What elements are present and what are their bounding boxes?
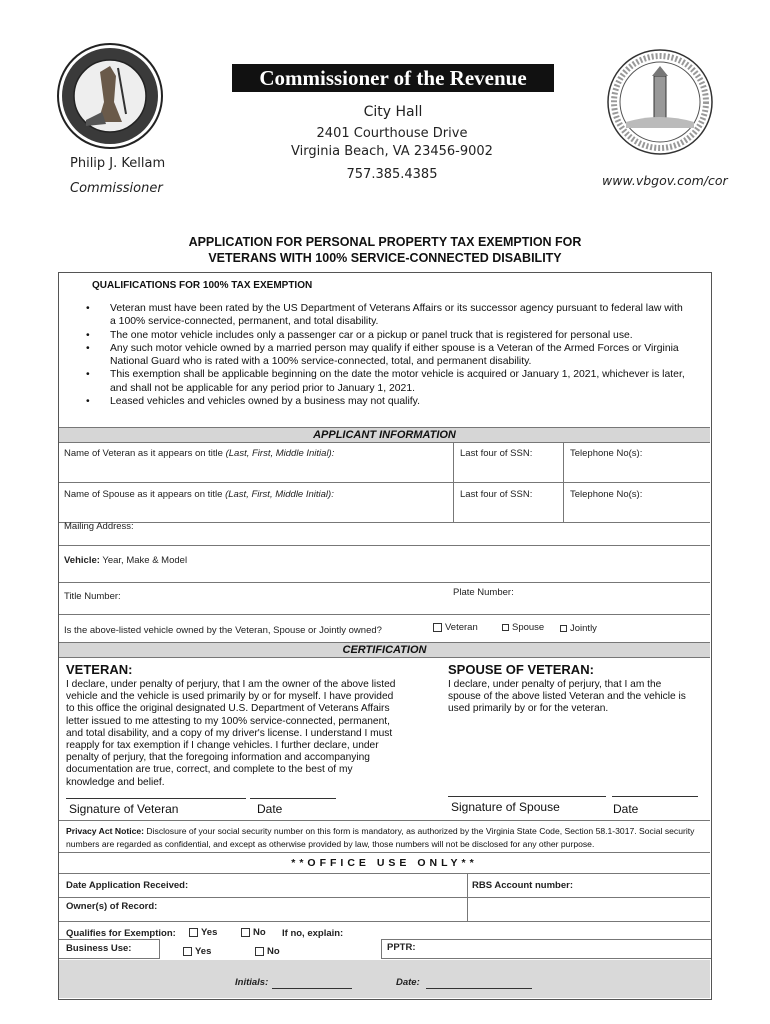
qualifies-no-checkbox[interactable]: No — [241, 927, 266, 938]
plate-number-label: Plate Number: — [453, 587, 514, 598]
office-title: Commissioner of the Revenue — [232, 64, 554, 92]
col-divider — [467, 897, 468, 921]
initials-label: Initials: — [235, 977, 269, 988]
mailing-address-label: Mailing Address: — [64, 521, 134, 532]
phone-number: 757.385.4385 — [346, 167, 438, 182]
business-yes-checkbox[interactable]: Yes — [183, 946, 211, 957]
spouse-name-label: Name of Spouse as it appears on title (Last, First, Middle Initial): — [64, 489, 334, 500]
checkbox-icon — [560, 625, 567, 632]
office-date-line[interactable] — [426, 988, 532, 989]
row-divider — [59, 522, 710, 523]
signature-line — [448, 796, 606, 797]
col-divider — [467, 873, 468, 897]
checkbox-icon — [183, 947, 192, 956]
commissioner-name: Philip J. Kellam — [70, 156, 166, 171]
commissioner-role: Commissioner — [70, 181, 163, 196]
title-number-label: Title Number: — [64, 591, 121, 602]
qualification-item: • Leased vehicles and vehicles owned by a business may not qualify. — [80, 395, 690, 408]
form-title-line1: APPLICATION FOR PERSONAL PROPERTY TAX EXEMPTION FOR — [188, 235, 582, 249]
certification-section-header: CERTIFICATION — [59, 642, 710, 658]
veteran-signature-field[interactable]: Signature of Veteran — [69, 802, 179, 816]
date-line — [250, 798, 336, 799]
pptr-cell — [381, 939, 711, 959]
checkbox-icon — [255, 947, 264, 956]
row-divider — [59, 820, 710, 821]
date-line — [612, 796, 698, 797]
explain-label: If no, explain: — [282, 928, 344, 939]
checkbox-icon — [241, 928, 250, 937]
date-received-label: Date Application Received: — [66, 880, 189, 891]
initials-line[interactable] — [272, 988, 352, 989]
veteran-cert-heading: VETERAN: — [66, 662, 133, 677]
owned-by-veteran-checkbox[interactable]: Veteran — [433, 622, 478, 633]
veteran-name-field[interactable] — [60, 442, 453, 482]
business-use-label: Business Use: — [66, 943, 132, 954]
qualification-item: • Veteran must have been rated by the US Department of Veterans Affairs or its successor agency pursuant to federal law with a 100% service-connected, permanent, and total disability. — [80, 302, 690, 329]
form-title-line2: VETERANS WITH 100% SERVICE-CONNECTED DISABILITY — [208, 251, 562, 265]
veteran-date-field[interactable]: Date — [257, 802, 283, 816]
row-divider — [59, 582, 710, 583]
spouse-signature-field[interactable]: Signature of Spouse — [451, 800, 560, 814]
veteran-ssn-label: Last four of SSN: — [460, 448, 533, 459]
spouse-phone-label: Telephone No(s): — [570, 489, 643, 500]
office-location: City Hall — [363, 104, 423, 120]
row-divider — [59, 897, 710, 898]
pptr-label: PPTR: — [387, 942, 416, 953]
qualification-item: • This exemption shall be applicable beginning on the date the motor vehicle is acquired or January 1, 2021, whichever is later, and shall not be applicable for any period prior to January 1, 2021. — [80, 368, 690, 395]
owners-of-record-label: Owner(s) of Record: — [66, 901, 158, 912]
address-line1: 2401 Courthouse Drive — [316, 126, 468, 141]
signature-line — [66, 798, 246, 799]
spouse-ssn-label: Last four of SSN: — [460, 489, 533, 500]
owned-jointly-checkbox[interactable]: Jointly — [560, 623, 597, 634]
vehicle-label: Vehicle: Year, Make & Model — [64, 555, 188, 566]
initials-area — [59, 960, 710, 998]
row-divider — [59, 482, 710, 483]
rbs-account-label: RBS Account number: — [472, 880, 573, 891]
owned-by-spouse-checkbox[interactable]: Spouse — [502, 622, 544, 633]
qualifications-list — [80, 302, 690, 408]
row-divider — [59, 545, 710, 546]
spouse-date-field[interactable]: Date — [613, 802, 639, 816]
website-link[interactable]: www.vbgov.com/cor — [602, 173, 728, 188]
spouse-cert-heading: SPOUSE OF VETERAN: — [448, 662, 594, 677]
privacy-notice: Privacy Act Notice: Disclosure of your social security number on this form is mandatory, as authorized by the Virginia State Code, Section 58.1-3017. Social security numbers are regarded as confidential, and except as otherwise provided by law, those numbers will not be disclosed for any other purpose. — [66, 826, 695, 849]
qualification-item: • Any such motor vehicle owned by a married person may qualify if either spouse is a Veteran of the Armed Forces or Virginia National Guard who is rated with a 100% service-connected, total, and permanent disability. — [80, 342, 690, 369]
business-use-cell — [59, 939, 160, 959]
veteran-cert-text: I declare, under penalty of perjury, that I am the owner of the above listed vehicle and the vehicle is used primarily by or for myself. I have provided to this office the original designated U.S. Department of Veterans Affairs letter issued to me attesting to my 100% service-connected, permanent, and total disability, and a copy of my driver's license. I understand I must reapply for tax exemption if I change vehicles. I further declare, under penalty of perjury, that the foregoing information and accompanying documentation are true, correct, and complete to the best of my knowledge and belief. — [66, 679, 396, 788]
business-no-checkbox[interactable]: No — [255, 946, 280, 957]
spouse-cert-text: I declare, under penalty of perjury, that I am the spouse of the above listed Veteran and the vehicle is used primarily by or for the veteran. — [448, 679, 686, 715]
checkbox-icon — [433, 623, 442, 632]
qualifies-label: Qualifies for Exemption: — [66, 928, 176, 939]
row-divider — [59, 873, 710, 874]
row-divider — [59, 614, 710, 615]
qualification-item: • The one motor vehicle includes only a passenger car or a pickup or panel truck that is registered for personal use. — [80, 329, 690, 342]
ownership-question: Is the above-listed vehicle owned by the Veteran, Spouse or Jointly owned? — [64, 625, 382, 636]
office-date-label: Date: — [396, 977, 420, 988]
row-divider — [59, 852, 710, 853]
office-use-heading: **OFFICE USE ONLY** — [291, 857, 478, 869]
checkbox-icon — [502, 624, 509, 631]
qualifications-heading: QUALIFICATIONS FOR 100% TAX EXEMPTION — [92, 280, 313, 291]
row-divider — [59, 921, 710, 922]
veteran-name-label: Name of Veteran as it appears on title (Last, First, Middle Initial): — [64, 448, 335, 459]
qualifies-yes-checkbox[interactable]: Yes — [189, 927, 217, 938]
checkbox-icon — [189, 928, 198, 937]
address-line2: Virginia Beach, VA 23456-9002 — [291, 144, 493, 159]
veteran-phone-label: Telephone No(s): — [570, 448, 643, 459]
applicant-section-header: APPLICANT INFORMATION — [59, 427, 710, 443]
